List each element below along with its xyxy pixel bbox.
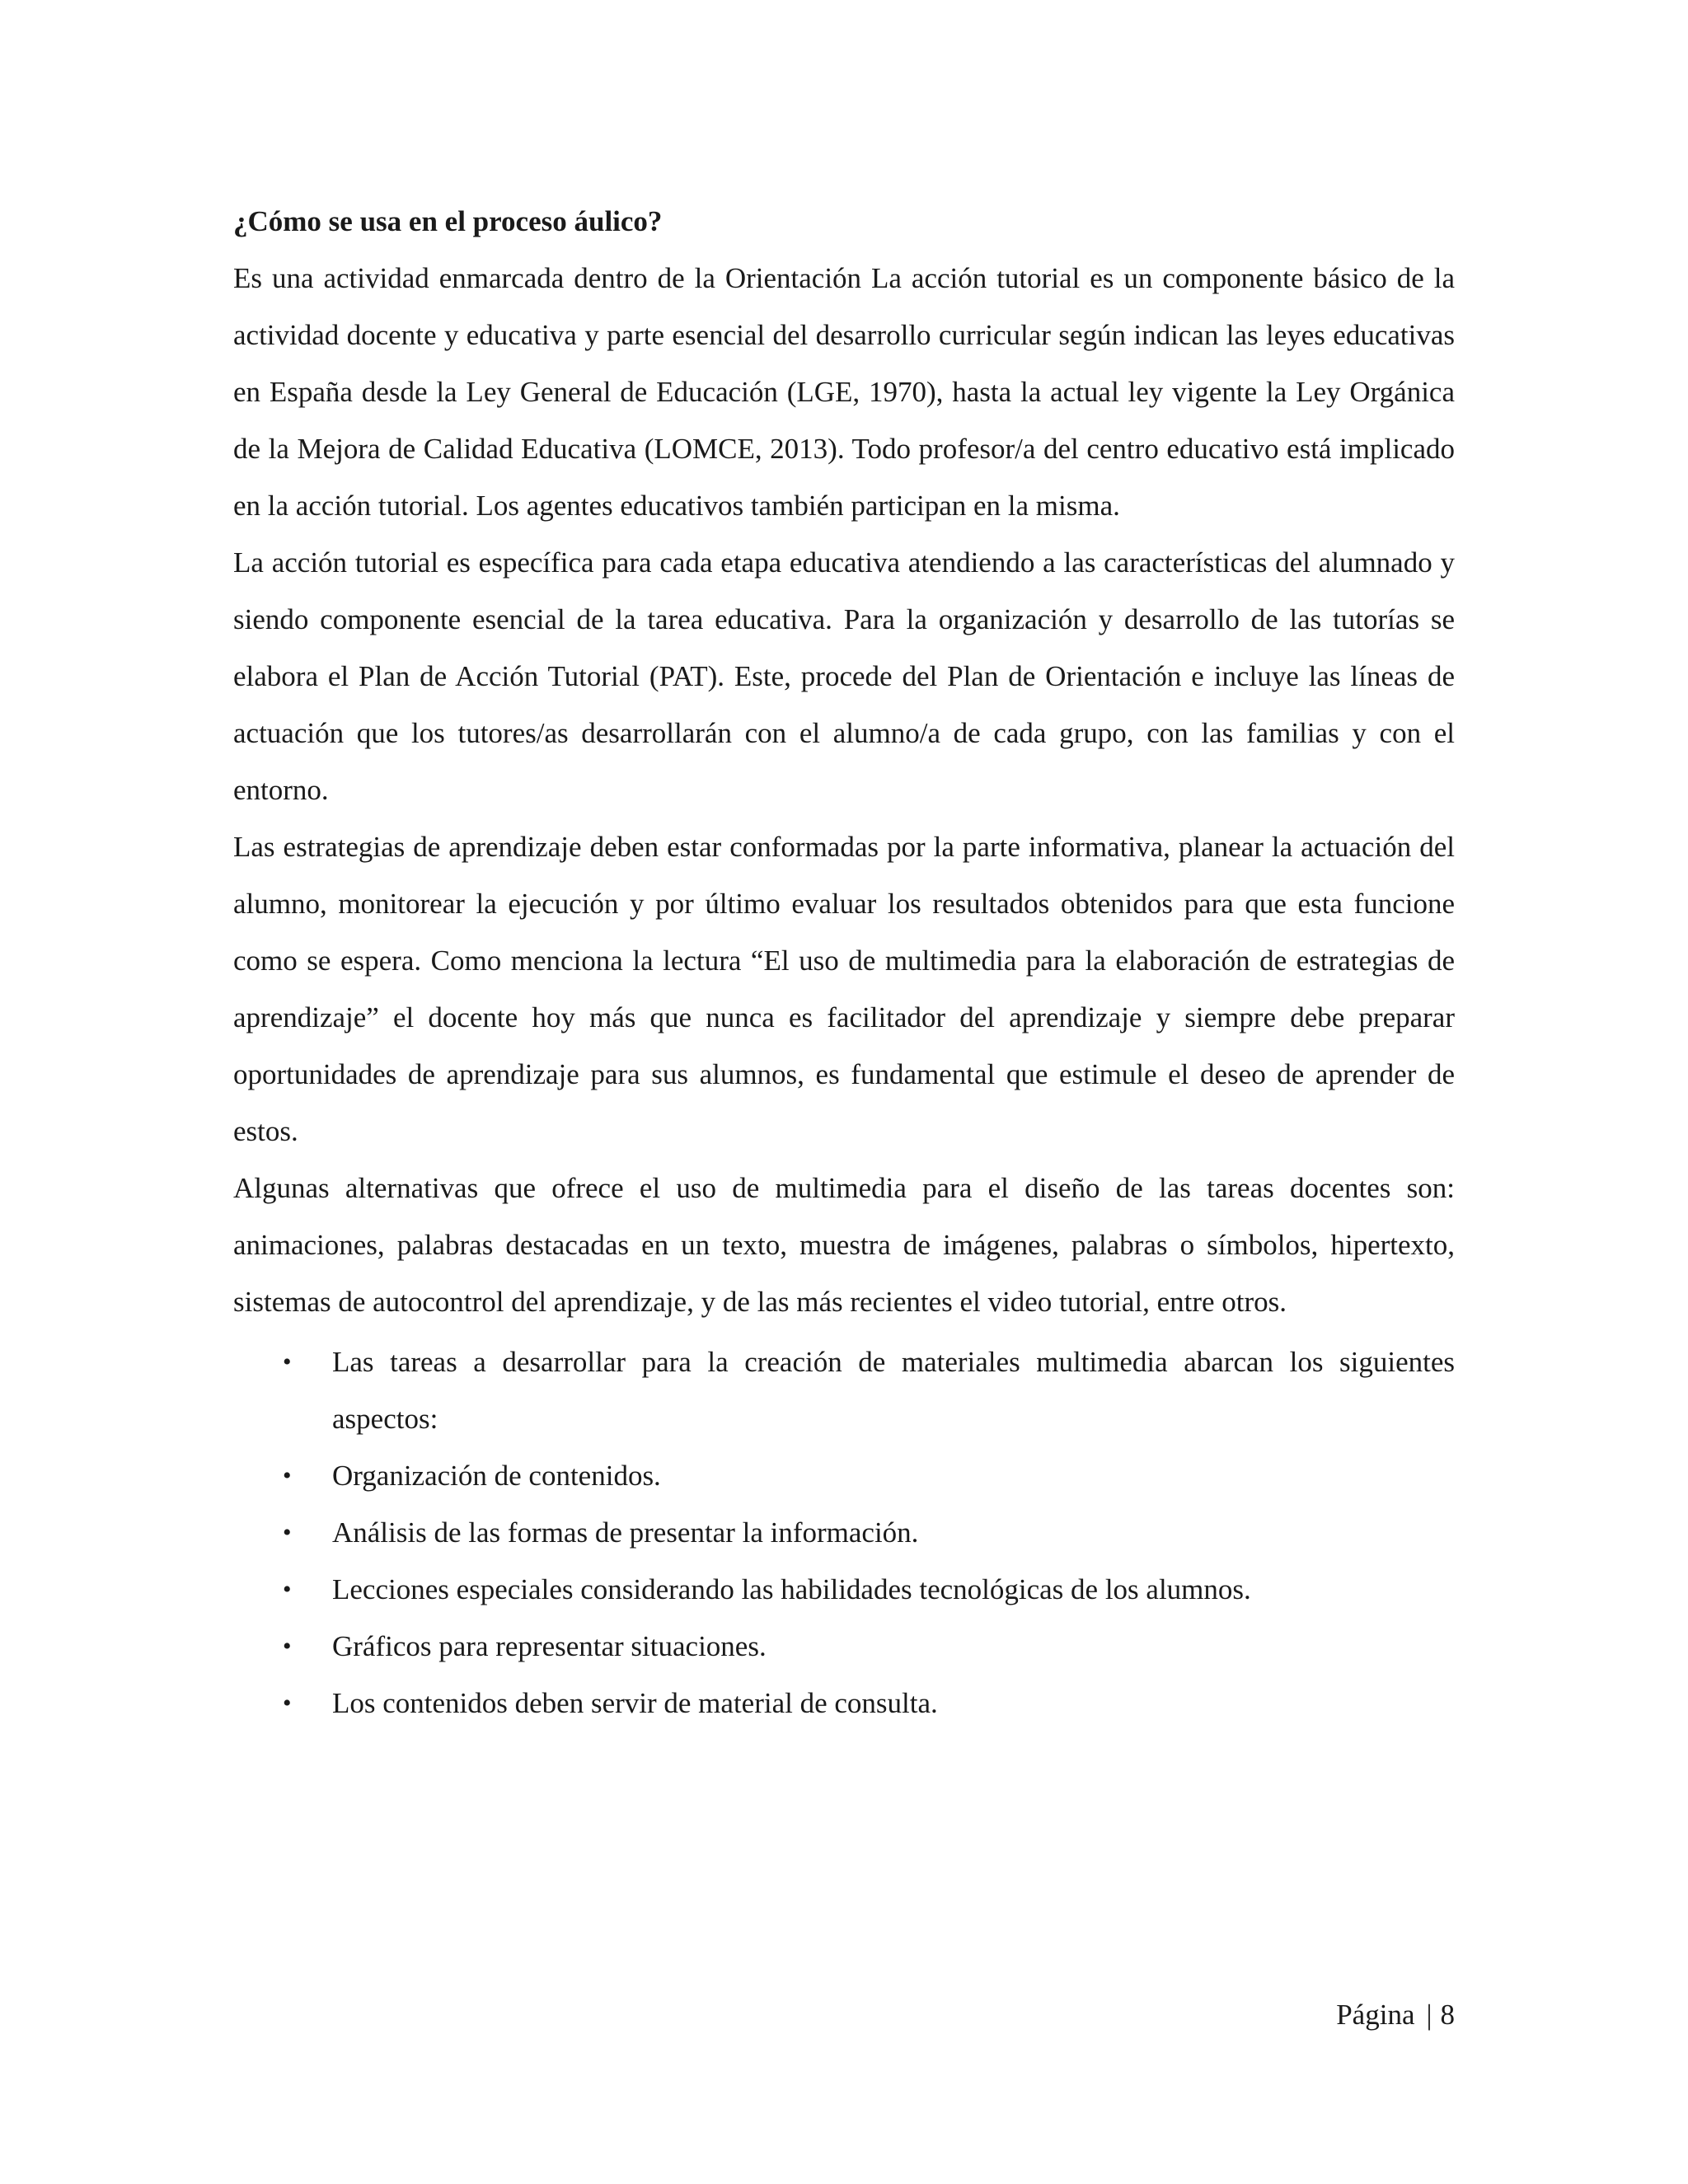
paragraph-orientacion: Es una actividad enmarcada dentro de la Orientación La acción tutorial es un componente básico de la actividad docente y educativa y parte esencial del desarrollo curricular según indican las leyes educativas en España desde la Ley General de Educación (LGE, 1970), hasta la actual ley vigente la Ley Orgánica de la Mejora de Calidad Educativa (LOMCE, 2013). Todo profesor/a del centro educativo está implicado en la acción tutorial. Los agentes educativos también participan en la misma.	[233, 262, 1455, 522]
list-item-text: Gráficos para representar situaciones.	[332, 1630, 767, 1662]
list-item	[233, 1504, 1455, 1561]
page-number: 8	[1440, 1999, 1455, 2031]
list-item-text: Análisis de las formas de presentar la información.	[332, 1516, 919, 1549]
section-heading: ¿Cómo se usa en el proceso áulico?	[233, 205, 663, 237]
list-item-text: Los contenidos deben servir de material de consulta.	[332, 1687, 938, 1719]
list-item-text: Las tareas a desarrollar para la creación de materiales multimedia abarcan los siguientes aspectos:	[332, 1346, 1455, 1435]
list-item	[233, 1561, 1455, 1618]
list-item	[233, 1618, 1455, 1675]
bullet-list	[233, 1333, 1455, 1732]
list-item	[233, 1447, 1455, 1504]
list-item	[233, 1333, 1455, 1447]
bullet-icon: •	[283, 1576, 292, 1603]
list-item	[233, 1675, 1455, 1732]
page-content	[233, 193, 1455, 1732]
page-footer	[1336, 1994, 1455, 2036]
paragraph-accion-tutorial: La acción tutorial es específica para cada etapa educativa atendiendo a las características del alumnado y siendo componente esencial de la tarea educativa. Para la organización y desarrollo de las tutorías se elabora el Plan de Acción Tutorial (PAT). Este, procede del Plan de Orientación e incluye las líneas de actuación que los tutores/as desarrollarán con el alumno/a de cada grupo, con las familias y con el entorno.	[233, 546, 1455, 806]
page-label: Página	[1336, 1999, 1415, 2031]
bullet-icon: •	[283, 1462, 292, 1489]
bullet-icon: •	[283, 1690, 292, 1717]
list-item-text: Organización de contenidos.	[332, 1460, 661, 1492]
bullet-icon: •	[283, 1519, 292, 1546]
footer-separator: |	[1426, 1999, 1432, 2031]
bullet-icon: •	[283, 1348, 292, 1376]
bullet-icon: •	[283, 1633, 292, 1660]
paragraph-alternativas: Algunas alternativas que ofrece el uso de multimedia para el diseño de las tareas docentes son: animaciones, palabras destacadas en un texto, muestra de imágenes, palabras o símbolos, hipertexto, sistemas de autocontrol del aprendizaje, y de las más recientes el video tutorial, entre otros.	[233, 1172, 1455, 1318]
list-item-text: Lecciones especiales considerando las habilidades tecnológicas de los alumnos.	[332, 1573, 1251, 1605]
paragraph-estrategias: Las estrategias de aprendizaje deben estar conformadas por la parte informativa, planear la actuación del alumno, monitorear la ejecución y por último evaluar los resultados obtenidos para que esta funcione como se espera. Como menciona la lectura “El uso de multimedia para la elaboración de estrategias de aprendizaje” el docente hoy más que nunca es facilitador del aprendizaje y siempre debe preparar oportunidades de aprendizaje para sus alumnos, es fundamental que estimule el deseo de aprender de estos.	[233, 831, 1455, 1147]
